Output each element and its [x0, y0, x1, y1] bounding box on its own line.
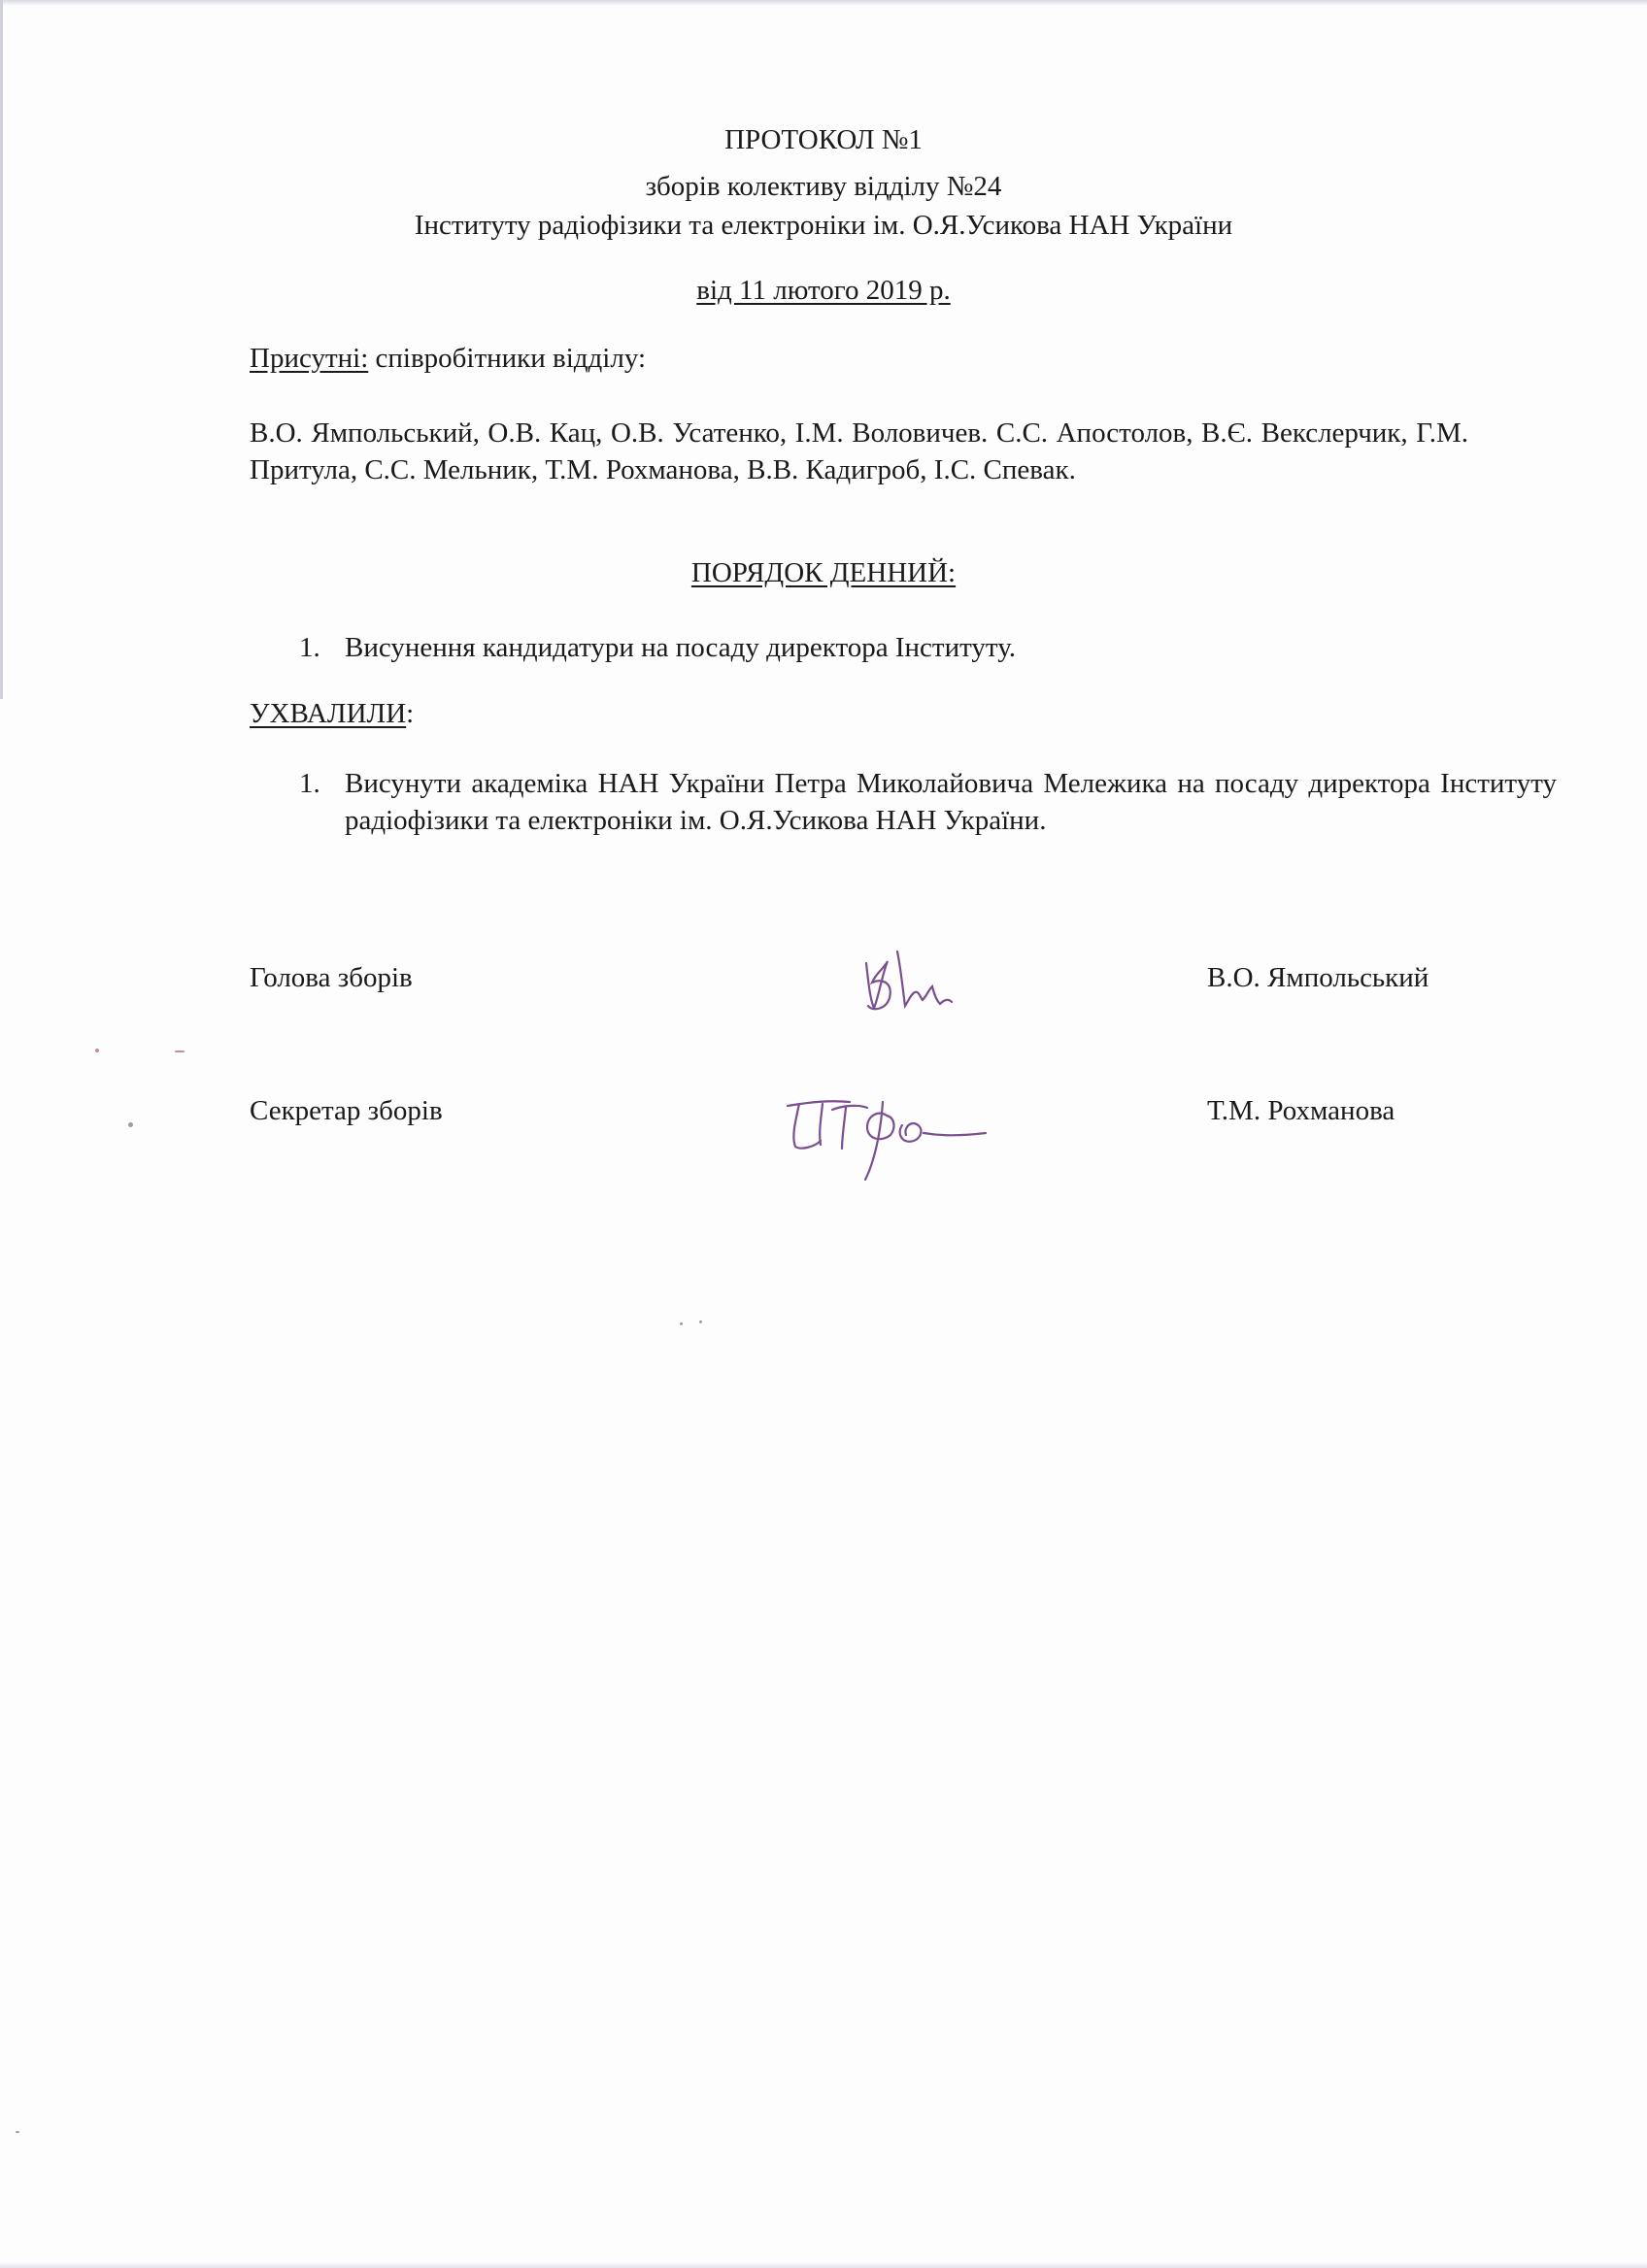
document-date [0, 274, 1647, 307]
agenda-item-text: Висунення кандидатури на посаду директора Інституту. [345, 632, 1017, 663]
scan-edge-left [0, 0, 3, 699]
agenda-heading-text: ПОРЯДОК ДЕННИЙ: [690, 557, 957, 588]
secretary-signature [782, 1083, 995, 1189]
secretary-name: Т.М. Рохманова [1207, 1095, 1395, 1126]
resolved-colon: : [406, 698, 415, 729]
scan-edge-top [0, 0, 1647, 6]
scan-speck [680, 1322, 683, 1325]
document-title: ПРОТОКОЛ №1 [724, 124, 923, 155]
resolved-heading [250, 697, 414, 730]
attendees-list: В.О. Ямпольський, О.В. Кац, О.В. Усатенко, І.М. Воловичев. С.С. Апостолов, В.Є. Векслерчик, Г.М. Притула, С.С. Мельник, Т.М. Рохманова, В.В. Кадигроб, І.С. Спевак. [250, 417, 1468, 485]
resolution-item-number: 1. [299, 768, 320, 799]
document-date-text: від 11 лютого 2019 р. [696, 275, 951, 306]
scan-edge-bottom [0, 2262, 1647, 2268]
resolution-item-text: Висунути академіка НАН України Петра Миколайовича Мележика на посаду директора Інституту радіофізики та електроніки ім. О.Я.Усикова НАН України. [345, 768, 1557, 836]
chair-role: Голова зборів [250, 962, 413, 993]
scan-speck [16, 2131, 19, 2133]
scan-speck [95, 1049, 99, 1052]
resolved-label: УХВАЛИЛИ [250, 698, 407, 729]
agenda-item-number: 1. [299, 632, 320, 663]
present-label: Присутні: [250, 343, 369, 374]
agenda-heading [0, 556, 1647, 589]
chair-name: В.О. Ямпольський [1207, 962, 1429, 993]
secretary-role: Секретар зборів [250, 1095, 443, 1126]
present-text: співробітники відділу: [368, 343, 647, 374]
scan-speck [175, 1051, 185, 1052]
scan-speck [128, 1122, 133, 1127]
chair-signature [855, 922, 971, 1019]
scan-speck [699, 1320, 702, 1323]
document-subtitle-institute: Інституту радіофізики та електроніки ім. О.Я.Усикова НАН України [414, 210, 1233, 241]
present-line [250, 342, 646, 375]
document-subtitle-department: зборів колективу відділу №24 [645, 171, 1002, 202]
